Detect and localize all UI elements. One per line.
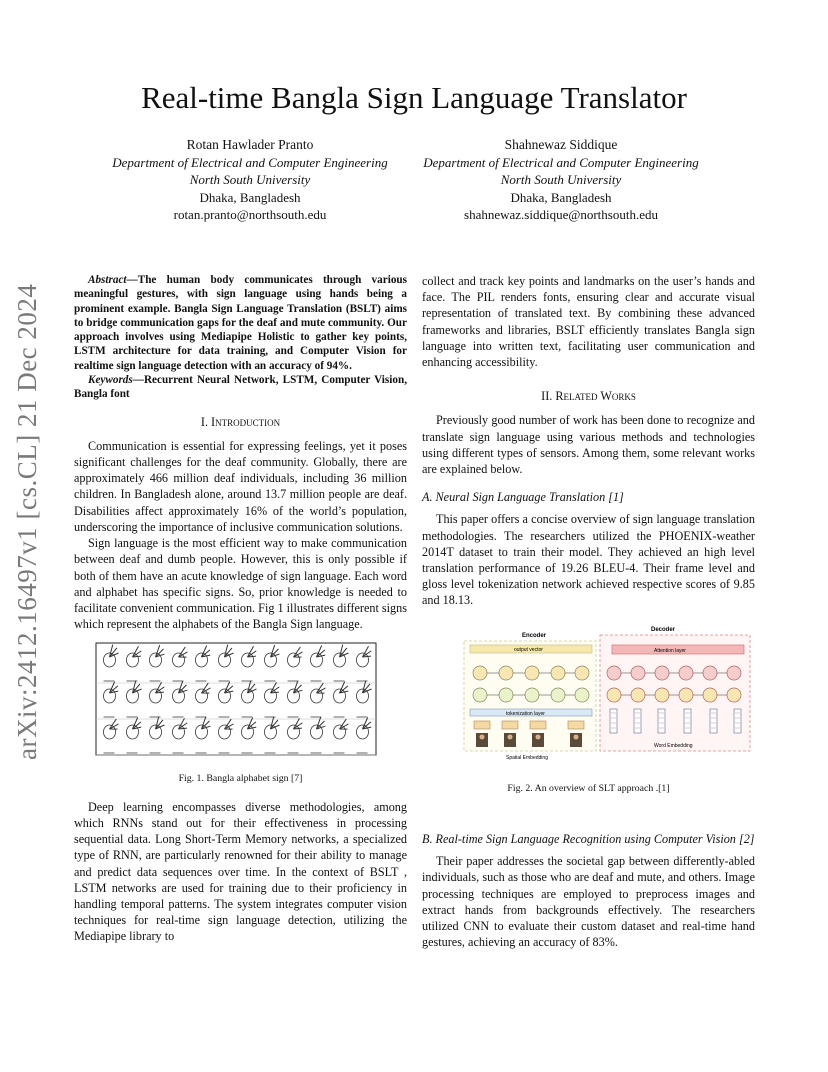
- intro-paragraph-3: Deep learning encompasses diverse methodologies, among which RNNs stand out for their effectiveness in processing sequential data. Long Short-Term Memory networks, a specialized type of RNN, are particularly renowned for their ability to manage and predict data sequences over time. In the context of BSLT , LSTM networks are used for training due to their proficiency in handling temporal patterns. The system integrates computer vision techniques for real-time sign language detection, utilizing the Mediapipe library to: [74, 799, 407, 944]
- cnn-box: [568, 721, 584, 729]
- subsection-b-paragraph: Their paper addresses the societal gap between differently-abled individuals, such as those who are deaf and mute, and others. Image processing techniques are employed to preprocess images and extract hands from backgrounds effectively. The researchers utilized CNN to evaluate their custom dataset and real-time hand gestures, achieving an accuracy of 83%.: [422, 854, 755, 950]
- author-dept: Department of Electrical and Computer Engineering: [112, 154, 388, 170]
- figure-2-slt-overview: [422, 621, 755, 773]
- abstract: Abstract—The human body communicates through various meaningful gestures, with sign language using hands being a prominent example. Bangla Sign Language Translation (BSLT) aims to bridge communication gaps for the deaf and mute community. Our approach involves using Mediapipe Holistic to gather key points, LSTM architecture for data training, and Computer Vision for realtime sign language detection with an accuracy of 94%.: [74, 274, 407, 372]
- rnn-node: [575, 666, 589, 680]
- decoder-rnn-node: [703, 666, 717, 680]
- intro-paragraph-1: Communication is essential for expressing feelings, yet it poses significant challenges for the deaf community. Globally, there are approximately 466 million deaf individuals, including 36 million children. In Bangladesh alone, around 13.7 million people are deaf. Disabilities affect approximately 16% of the world’s population, underscoring the importance of inclusive communication solutions.: [74, 438, 407, 534]
- output-vector-label: output vector: [514, 646, 543, 653]
- section-heading-introduction: I. Introduction: [200, 414, 281, 429]
- spatial-embedding-label: Spatial Embedding: [506, 754, 548, 761]
- keywords: Keywords—Recurrent Neural Network, LSTM, Computer Vision, Bangla font: [74, 374, 407, 401]
- decoder-label: Decoder: [651, 626, 676, 633]
- author-block-1: [70, 136, 430, 224]
- word-embedding-bar: [610, 709, 617, 733]
- subsection-b-heading: B. Real-time Sign Language Recognition using Computer Vision [2]: [422, 832, 755, 847]
- rnn-node: [525, 666, 539, 680]
- right-column: [422, 273, 755, 950]
- decoder-rnn-node: [679, 688, 693, 702]
- section-heading-related-works: II. Related Works: [541, 389, 636, 404]
- author-email[interactable]: shahnewaz.siddique@northsouth.edu: [464, 207, 658, 222]
- subsection-a-paragraph: This paper offers a concise overview of sign language translation methodologies. The researchers utilized the PHOENIX-weather 2014T dataset to train their model. They achieved an high level translation performance of 19.26 BLEU-4. Their frame level and gloss level tokenization network achieved respective scores of 9.85 and 18.13.: [422, 512, 755, 608]
- author-name: Shahnewaz Siddique: [504, 137, 618, 152]
- rnn-node: [525, 688, 539, 702]
- word-embedding-bar: [684, 709, 691, 733]
- tokenization-label: tokenization layer: [506, 710, 545, 717]
- cnn-box: [502, 721, 518, 729]
- author-city: Dhaka, Bangladesh: [199, 189, 301, 205]
- rnn-node: [551, 666, 565, 680]
- decoder-rnn-node: [631, 688, 645, 702]
- rnn-node: [473, 666, 487, 680]
- word-embedding-bar: [634, 709, 641, 733]
- author-name: Rotan Hawlader Pranto: [186, 137, 314, 152]
- decoder-rnn-node: [727, 688, 741, 702]
- word-embedding-label: Word Embedding: [654, 742, 693, 749]
- rnn-node: [499, 666, 513, 680]
- word-embedding-bar: [734, 709, 741, 733]
- figure-2-caption: Fig. 2. An overview of SLT approach .[1]: [507, 782, 670, 794]
- intro-paragraph-2: Sign language is the most efficient way to make communication between deaf and dumb people. However, this is only possible if both of them have an acute knowledge of sign language. Each word and alphabet has specific signs. So, prior knowledge is needed to facilitate convenient communication. Fig 1 illustrates different signs which represent the alphabets of the Bangla Sign language.: [74, 536, 407, 632]
- slt-architecture-diagram: [422, 621, 755, 769]
- figure-1-caption: Fig. 1. Bangla alphabet sign [7]: [178, 772, 303, 784]
- decoder-rnn-node: [631, 666, 645, 680]
- rnn-node: [499, 688, 513, 702]
- decoder-rnn-node: [655, 688, 669, 702]
- cnn-box: [530, 721, 546, 729]
- author-dept: Department of Electrical and Computer Engineering: [423, 154, 699, 170]
- rnn-node: [473, 688, 487, 702]
- word-embedding-bar: [658, 709, 665, 733]
- rnn-node: [551, 688, 565, 702]
- arxiv-identifier: arXiv:2412.16497v1 [cs.CL] 21 Dec 2024: [12, 283, 42, 760]
- decoder-rnn-node: [607, 666, 621, 680]
- author-block-2: [381, 136, 741, 224]
- related-paragraph: Previously good number of work has been done to recognize and translate sign language using various methods and technologies using different types of sensors. Among them, some relevant works are explained below.: [422, 413, 755, 477]
- author-city: Dhaka, Bangladesh: [510, 189, 612, 205]
- decoder-rnn-node: [655, 666, 669, 680]
- author-univ: North South University: [500, 172, 622, 187]
- attention-label: Attention layer: [654, 647, 686, 654]
- figure-1-bangla-alphabet-signs: [74, 642, 407, 762]
- author-univ: North South University: [189, 172, 311, 187]
- rnn-node: [575, 688, 589, 702]
- intro-paragraph-continued: collect and track key points and landmarks on the user’s hands and face. The PIL renders fonts, ensuring clear and accurate visual representation of translated text. By combining these advanced frameworks and libraries, BSLT efficiently translates Bangla sign language into written text, facilitating user communication and enhancing accessibility.: [422, 274, 755, 370]
- decoder-rnn-node: [727, 666, 741, 680]
- author-email[interactable]: rotan.pranto@northsouth.edu: [173, 207, 327, 222]
- encoder-label: Encoder: [522, 632, 547, 639]
- sign-grid-image: [74, 642, 407, 758]
- cnn-box: [474, 721, 490, 729]
- paper-title: Real-time Bangla Sign Language Translator: [141, 80, 687, 115]
- subsection-a-heading: A. Neural Sign Language Translation [1]: [422, 490, 624, 505]
- decoder-rnn-node: [679, 666, 693, 680]
- decoder-rnn-node: [607, 688, 621, 702]
- decoder-rnn-node: [703, 688, 717, 702]
- word-embedding-bar: [710, 709, 717, 733]
- left-column: [74, 273, 407, 945]
